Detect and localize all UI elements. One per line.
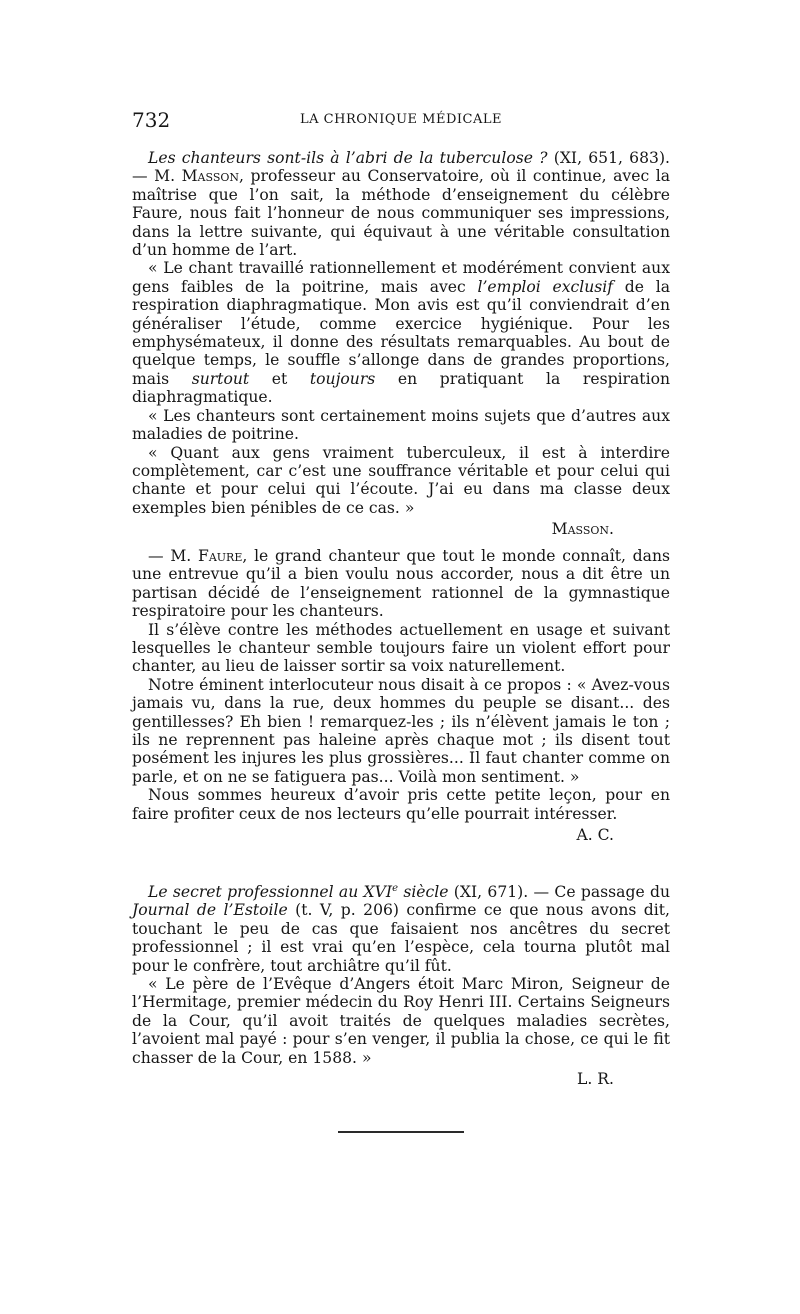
- paragraph: Notre éminent interlocuteur nous disait à ce propos : « Avez-vous jamais vu, dans la rue, deux hommes du peuple se disant... des gentillesses? Eh bien ! remarquez-les ; ils n’élèvent jamais le ton ; ils ne reprennent pas haleine après chaque mot ; ils disent tout posément les injures les plus grossières... Il faut chanter comme on parle, et on ne se fatiguera pas... Voilà mon sentiment. »: [132, 675, 670, 786]
- signature: A. C.: [576, 826, 614, 845]
- article-title: Les chanteurs sont-ils à l’abri de la tuberculose ?: [148, 149, 548, 167]
- article-reference: (XI, 671). — Ce passage du: [448, 883, 671, 901]
- article-title: Le secret professionnel au XVIe siècle: [148, 882, 449, 901]
- paragraph: Il s’élève contre les méthodes actuellement en usage et suivant lesquelles le chanteur semble toujours faire un violent effort pour chanter, au lieu de laisser sortir sa voix naturellement.: [132, 620, 670, 676]
- emphasis: toujours: [309, 369, 376, 388]
- quote-paragraph: « Quant aux gens vraiment tuberculeux, il est à interdire complètement, car c’est une souffrance véritable et pour celui qui chante et pour celui qui l’écoute. J’ai eu dans ma classe deux exemples bien pénibles de ce cas. »: [132, 443, 670, 517]
- quote-paragraph: « Le père de l’Evêque d’Angers étoit Marc Miron, Seigneur de l’Hermitage, premier médecin du Roy Henri III. Certains Seigneurs de la Cour, qu’il avoit traités de quelques maladies secrètes, l’avoient mal payé : pour s’en venger, il publia la chose, ce qui le fit chasser de la Cour, en 1588. »: [132, 975, 670, 1067]
- quote-paragraph: « Les chanteurs sont certainement moins sujets que d’autres aux maladies de poitrine.: [132, 406, 670, 444]
- page-header: [132, 108, 670, 132]
- signature: Masson.: [551, 520, 614, 539]
- running-title: LA CHRONIQUE MÉDICALE: [300, 112, 502, 127]
- author-name: M. Masson: [154, 167, 240, 186]
- person-name: Faure: [198, 547, 243, 565]
- emphasis: surtout: [191, 369, 250, 388]
- signature: L. R.: [577, 1070, 614, 1089]
- journal-title: Journal de l’Estoile: [132, 901, 288, 920]
- page-number: 732: [132, 108, 171, 132]
- article-intro: [132, 149, 670, 259]
- article-professional-secret: [132, 883, 670, 1088]
- article-singers-tuberculosis: [132, 149, 670, 539]
- quote-paragraph: « Le chant travaillé rationnellement et modérément convient aux gens faibles de la poitrine, mais avec l’emploi exclusif de la respiration diaphragmatique. Mon avis est qu’il conviendrait d’en généraliser l’étude, comme exercice hygiénique. Pour les emphysémateux, il donne des résultats remarquables. Au bout de quelque temps, le souffle s’allonge dans de grandes proportions, mais surtout et toujours en pratiquant la respiration diaphragmatique.: [132, 259, 670, 407]
- end-rule: [338, 1131, 464, 1133]
- article-reference: (XI, 651, 683). —: [132, 149, 670, 186]
- emphasis: l’emploi exclusif: [477, 277, 614, 296]
- article-faure-interview: [132, 547, 670, 845]
- paragraph: Nous sommes heureux d’avoir pris cette petite leçon, pour en faire profiter ceux de nos lecteurs qu’elle pourrait intéresser.: [132, 786, 670, 823]
- paragraph: — M. Faure, le grand chanteur que tout le monde connaît, dans une entrevue qu’il a bien voulu nous accorder, nous a dit être un partisan décidé de l’enseignement rationnel de la gymnastique respiratoire pour les chanteurs.: [132, 547, 670, 621]
- paragraph: Le secret professionnel au XVIe siècle (XI, 671). — Ce passage du Journal de l’Estoile (t. V, p. 206) confirme ce que nous avons dit, touchant le peu de cas que faisaient nos ancêtres du secret professionnel ; il est vrai qu’en l’espèce, cela tourna plutôt mal pour le confrère, tout archiâtre qu’il fût.: [132, 882, 671, 975]
- intro-text: , professeur au Conservatoire, où il continue, avec la maîtrise que l’on sait, la méthode d’enseignement du célèbre Faure, nous fait l’honneur de nous communiquer ses impressions, dans la lettre suivante, qui équivaut à une véritable consultation d’un homme de l’art.: [132, 167, 670, 260]
